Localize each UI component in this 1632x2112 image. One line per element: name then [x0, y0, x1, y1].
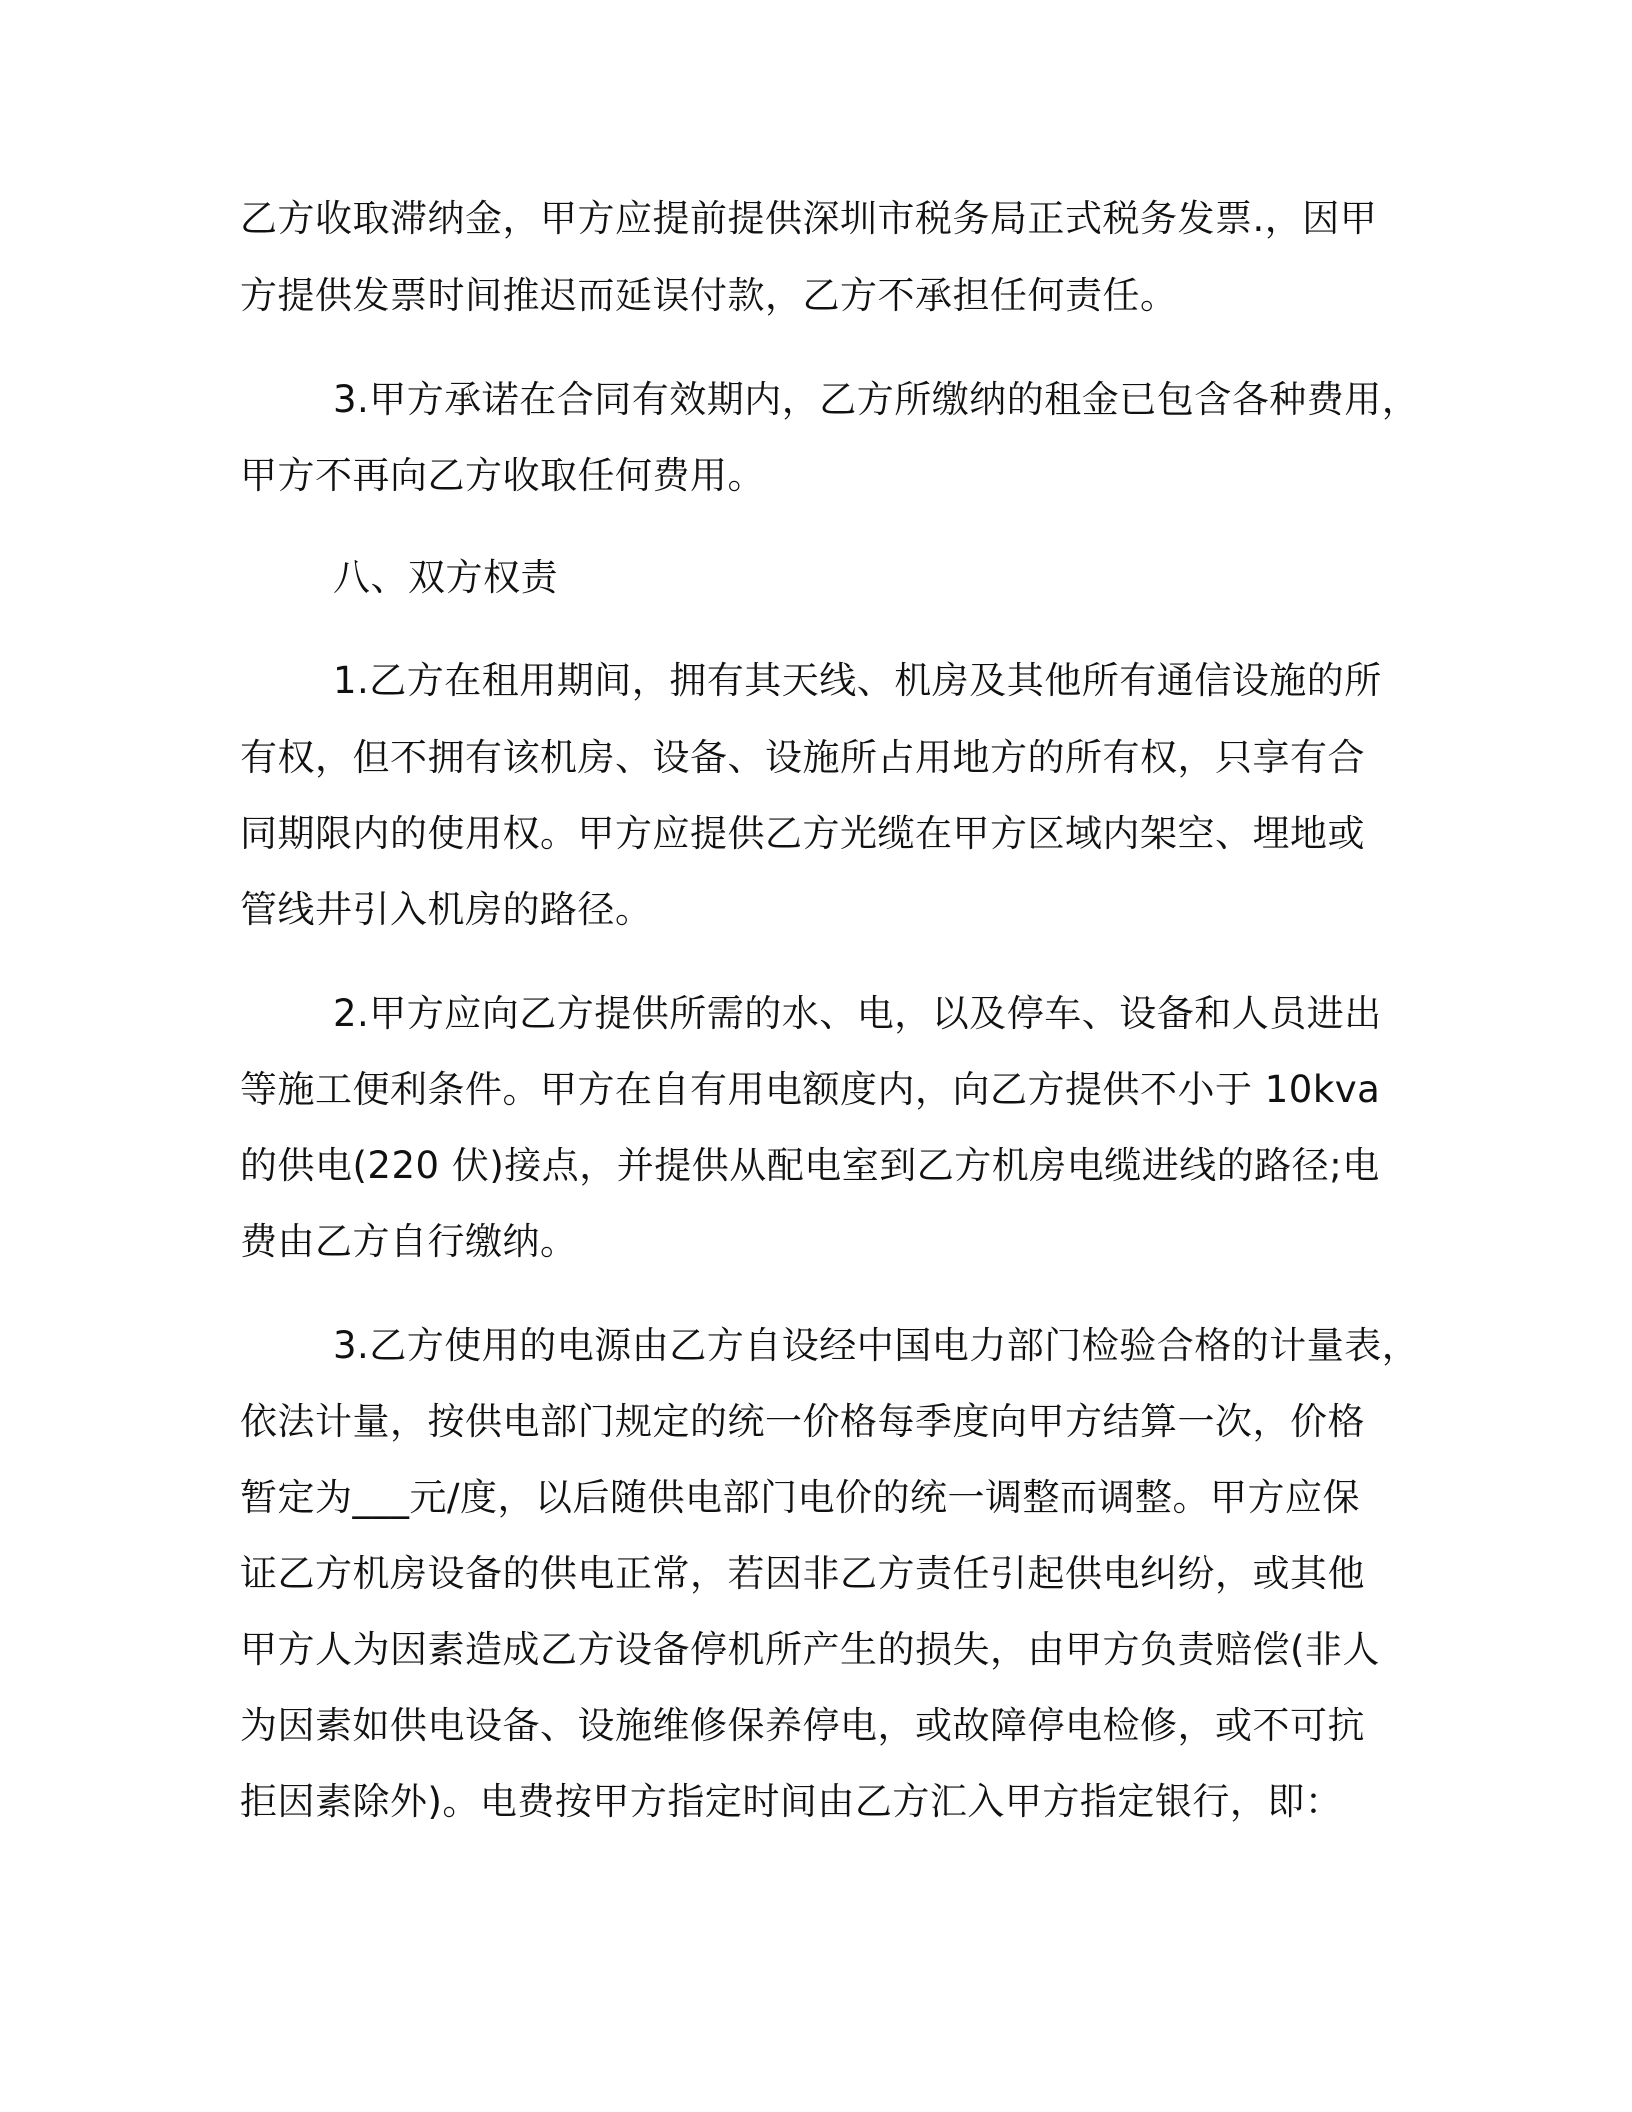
text-line: 管线井引入机房的路径。 — [240, 888, 653, 931]
text-line: 甲方不再向乙方收取任何费用。 — [240, 454, 765, 497]
text-line: 有权，但不拥有该机房、设备、设施所占用地方的所有权，只享有合 — [240, 736, 1365, 779]
text-line: 依法计量，按供电部门规定的统一价格每季度向甲方结算一次，价格 — [240, 1400, 1365, 1443]
text-line: 暂定为___元/度，以后随供电部门电价的统一调整而调整。甲方应保 — [240, 1476, 1360, 1519]
text-line: 3.甲方承诺在合同有效期内，乙方所缴纳的租金已包含各种费用， — [333, 378, 1420, 421]
text-line: 2.甲方应向乙方提供所需的水、电，以及停车、设备和人员进出 — [333, 992, 1382, 1035]
text-line: 方提供发票时间推迟而延误付款，乙方不承担任何责任。 — [240, 274, 1178, 317]
text-line: 1.乙方在租用期间，拥有其天线、机房及其他所有通信设施的所 — [333, 659, 1382, 702]
text-line: 的供电(220 伏)接点，并提供从配电室到乙方机房电缆进线的路径;电 — [240, 1144, 1380, 1187]
text-line: 费由乙方自行缴纳。 — [240, 1220, 578, 1263]
text-line: 甲方人为因素造成乙方设备停机所产生的损失，由甲方负责赔偿(非人 — [240, 1628, 1380, 1671]
text-line: 等施工便利条件。甲方在自有用电额度内，向乙方提供不小于 10kva — [240, 1068, 1381, 1111]
text-line: 拒因素除外)。电费按甲方指定时间由乙方汇入甲方指定银行，即： — [240, 1780, 1343, 1823]
text-line: 乙方收取滞纳金，甲方应提前提供深圳市税务局正式税务发票.，因甲 — [240, 197, 1378, 240]
text-line: 为因素如供电设备、设施维修保养停电，或故障停电检修，或不可抗 — [240, 1704, 1365, 1747]
text-line: 证乙方机房设备的供电正常，若因非乙方责任引起供电纠纷，或其他 — [240, 1552, 1365, 1595]
text-line: 3.乙方使用的电源由乙方自设经中国电力部门检验合格的计量表， — [333, 1324, 1420, 1367]
section-heading: 八、双方权责 — [333, 556, 558, 599]
text-line: 同期限内的使用权。甲方应提供乙方光缆在甲方区域内架空、埋地或 — [240, 812, 1365, 855]
